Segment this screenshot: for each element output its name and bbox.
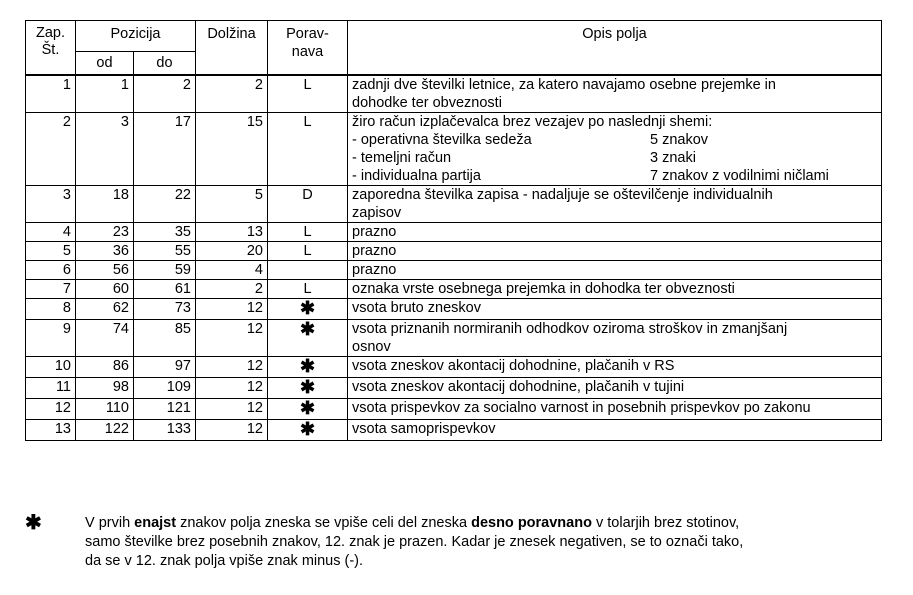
header-od: od [76, 52, 134, 76]
cell-zap: 7 [26, 280, 76, 299]
cell-od: 23 [76, 223, 134, 242]
cell-do: 22 [134, 186, 196, 223]
cell-poravnava [268, 113, 348, 186]
header-zap-st-label: Zap. Št. [35, 25, 65, 58]
table-body [26, 75, 882, 441]
asterisk-icon: ✱ [299, 419, 316, 439]
cell-opis [348, 75, 882, 113]
header-opis-polja: Opis polja [348, 21, 882, 76]
cell-opis [348, 320, 882, 357]
cell-opis [348, 299, 882, 320]
table-row [26, 186, 882, 223]
cell-od: 74 [76, 320, 134, 357]
cell-opis [348, 223, 882, 242]
asterisk-icon: ✱ [299, 398, 316, 418]
cell-od: 56 [76, 261, 134, 280]
cell-dolzina: 13 [196, 223, 268, 242]
cell-od: 3 [76, 113, 134, 186]
asterisk-icon: ✱ [299, 319, 316, 339]
cell-od: 110 [76, 399, 134, 420]
cell-od: 18 [76, 186, 134, 223]
table-row [26, 357, 882, 378]
footnote-emphasis: desno poravnano [471, 515, 592, 531]
description-line: oznaka vrste osebnega prejemka in dohodka ter obveznosti [352, 281, 735, 297]
cell-zap: 1 [26, 75, 76, 113]
scheme-length: 5 znakov [650, 132, 709, 148]
header-pozicija: Pozicija [76, 21, 196, 52]
scheme-length: 7 znakov z vodilnimi ničlami [650, 168, 829, 184]
footnote-fragment: v tolarjih brez stotinov, samo številke brez posebnih znakov, 12. znak je prazen. Kadar je znesek negativen, se to označi tako, da se v 12. znak polja vpiše znak minus (-). [85, 515, 744, 569]
table-row [26, 280, 882, 299]
cell-do: 17 [134, 113, 196, 186]
cell-poravnava [268, 399, 348, 420]
cell-zap: 5 [26, 242, 76, 261]
cell-do: 109 [134, 378, 196, 399]
cell-dolzina: 12 [196, 399, 268, 420]
header-zap-st [26, 21, 76, 76]
table-row [26, 242, 882, 261]
cell-do: 2 [134, 75, 196, 113]
description-line: prazno [352, 243, 397, 259]
cell-poravnava [268, 320, 348, 357]
table-row [26, 261, 882, 280]
cell-poravnava [268, 420, 348, 441]
cell-zap: 13 [26, 420, 76, 441]
alignment-code: L [303, 77, 312, 93]
description-line: prazno [352, 224, 397, 240]
header-poravnava [268, 21, 348, 76]
alignment-code: L [303, 281, 312, 297]
cell-zap: 10 [26, 357, 76, 378]
table-row [26, 113, 882, 186]
cell-opis [348, 113, 882, 186]
cell-dolzina: 12 [196, 420, 268, 441]
cell-dolzina: 5 [196, 186, 268, 223]
cell-dolzina: 12 [196, 320, 268, 357]
asterisk-icon: ✱ [299, 377, 316, 397]
cell-zap: 6 [26, 261, 76, 280]
cell-zap: 8 [26, 299, 76, 320]
cell-od: 122 [76, 420, 134, 441]
cell-do: 59 [134, 261, 196, 280]
cell-zap: 9 [26, 320, 76, 357]
header-dolzina: Dolžina [196, 21, 268, 76]
description-line: zapisov [352, 205, 402, 221]
cell-opis [348, 399, 882, 420]
alignment-code: L [303, 243, 312, 259]
scheme-line [352, 167, 877, 185]
description-line: vsota bruto zneskov [352, 300, 481, 316]
cell-opis [348, 242, 882, 261]
cell-opis [348, 357, 882, 378]
cell-zap: 11 [26, 378, 76, 399]
footnote-fragment: V prvih [85, 515, 135, 531]
cell-poravnava [268, 261, 348, 280]
cell-od: 36 [76, 242, 134, 261]
field-spec-table [25, 20, 882, 441]
description-line: prazno [352, 262, 397, 278]
table-row [26, 399, 882, 420]
table-row [26, 320, 882, 357]
cell-dolzina: 2 [196, 75, 268, 113]
cell-do: 97 [134, 357, 196, 378]
table-row [26, 378, 882, 399]
cell-do: 35 [134, 223, 196, 242]
cell-poravnava [268, 378, 348, 399]
cell-poravnava [268, 242, 348, 261]
alignment-code: L [303, 114, 312, 130]
scheme-length: 3 znaki [650, 150, 696, 166]
cell-poravnava [268, 357, 348, 378]
cell-do: 133 [134, 420, 196, 441]
footnote-text [85, 514, 885, 571]
cell-do: 73 [134, 299, 196, 320]
cell-opis [348, 186, 882, 223]
footnote-emphasis: enajst [134, 515, 177, 531]
description-line: vsota zneskov akontacij dohodnine, plačanih v RS [352, 358, 675, 374]
description-line: vsota samoprispevkov [352, 421, 496, 437]
cell-zap: 12 [26, 399, 76, 420]
cell-poravnava [268, 299, 348, 320]
description-line: zadnji dve številki letnice, za katero navajamo osebne prejemke in [352, 77, 776, 93]
cell-poravnava [268, 186, 348, 223]
header-do: do [134, 52, 196, 76]
cell-zap: 3 [26, 186, 76, 223]
cell-poravnava [268, 223, 348, 242]
asterisk-icon: ✱ [299, 298, 316, 318]
cell-dolzina: 12 [196, 299, 268, 320]
cell-do: 55 [134, 242, 196, 261]
cell-opis [348, 378, 882, 399]
cell-dolzina: 20 [196, 242, 268, 261]
description-line: osnov [352, 339, 391, 355]
scheme-part: - temeljni račun [352, 150, 452, 166]
cell-poravnava [268, 75, 348, 113]
cell-od: 62 [76, 299, 134, 320]
header-poravnava-label: Porav- nava [286, 26, 329, 60]
cell-do: 61 [134, 280, 196, 299]
asterisk-icon: ✱ [299, 356, 316, 376]
description-line: dohodke ter obveznosti [352, 95, 502, 111]
description-line: vsota priznanih normiranih odhodkov oziroma stroškov in zmanjšanj [352, 321, 788, 337]
cell-dolzina: 2 [196, 280, 268, 299]
scheme-part: - individualna partija [352, 168, 481, 184]
description-line: vsota prispevkov za socialno varnost in posebnih prispevkov po zakonu [352, 400, 811, 416]
cell-od: 60 [76, 280, 134, 299]
cell-dolzina: 4 [196, 261, 268, 280]
cell-od: 98 [76, 378, 134, 399]
cell-opis [348, 420, 882, 441]
description-line: žiro račun izplačevalca brez vezajev po naslednji shemi: [352, 114, 713, 130]
scheme-line [352, 131, 877, 149]
table-row [26, 299, 882, 320]
description-line: zaporedna številka zapisa - nadaljuje se oštevilčenje individualnih [352, 187, 773, 203]
table-row [26, 420, 882, 441]
cell-dolzina: 15 [196, 113, 268, 186]
cell-do: 85 [134, 320, 196, 357]
table-row [26, 223, 882, 242]
alignment-code: L [303, 224, 312, 240]
cell-zap: 2 [26, 113, 76, 186]
table-row [26, 75, 882, 113]
footnote-fragment: znakov polja zneska se vpiše celi del zneska [176, 515, 472, 531]
cell-poravnava [268, 280, 348, 299]
scheme-line [352, 149, 877, 167]
cell-zap: 4 [26, 223, 76, 242]
scheme-part: - operativna številka sedeža [352, 132, 532, 148]
alignment-code: D [302, 187, 313, 203]
description-line: vsota zneskov akontacij dohodnine, plačanih v tujini [352, 379, 685, 395]
footnote-asterisk-icon: ✱ [25, 512, 42, 534]
cell-opis [348, 261, 882, 280]
cell-do: 121 [134, 399, 196, 420]
cell-od: 1 [76, 75, 134, 113]
cell-dolzina: 12 [196, 378, 268, 399]
cell-od: 86 [76, 357, 134, 378]
cell-opis [348, 280, 882, 299]
cell-dolzina: 12 [196, 357, 268, 378]
table-header [26, 21, 882, 76]
